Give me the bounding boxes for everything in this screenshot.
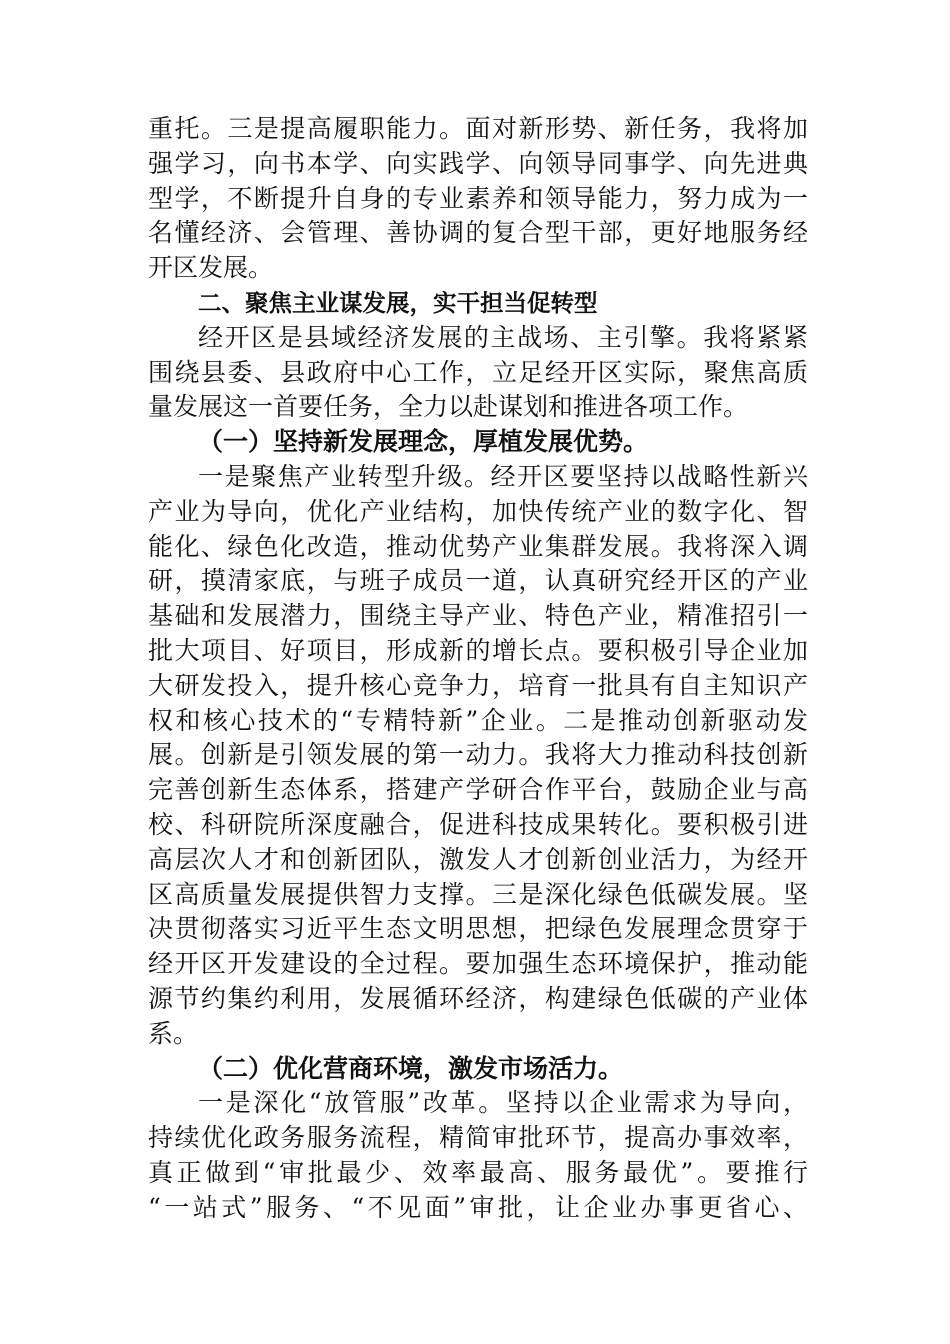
text-line: 展。创新是引领发展的第一动力。我将大力推动科技创新 [148,740,808,770]
text-line: 高层次人才和创新团队，激发人才创新创业活力，为经开 [148,844,808,874]
text-line: 名懂经济、会管理、善协调的复合型干部，更好地服务经 [148,218,808,248]
text-line: 强学习，向书本学、向实践学、向领导同事学、向先进典 [148,148,808,178]
paragraph-continuation [148,112,808,286]
subsection-heading-2: （二）优化营商环境，激发市场活力。 [198,1053,624,1083]
text-line: 完善创新生态体系，搭建产学研合作平台，鼓励企业与高 [148,775,808,805]
text-line: 量发展这一首要任务，全力以赴谋划和推进各项工作。 [148,392,749,422]
text-line: 经开区是县域经济发展的主战场、主引擎。我将紧紧 [198,322,808,352]
text-line: 系。 [148,1018,199,1048]
text-line: 批大项目、好项目，形成新的增长点。要积极引导企业加 [148,635,808,665]
text-line: 区高质量发展提供智力支撑。三是深化绿色低碳发展。坚 [148,879,808,909]
text-line: 大研发投入，提升核心竞争力，培育一批具有自主知识产 [148,670,808,700]
text-line: 校、科研院所深度融合，促进科技成果转化。要积极引进 [148,809,808,839]
text-line: 能化、绿色化改造，推动优势产业集群发展。我将深入调 [148,531,808,561]
text-line: 真正做到“审批最少、效率最高、服务最优”。要推行 [148,1157,808,1187]
text-line: 基础和发展潜力，围绕主导产业、特色产业，精准招引一 [148,601,808,631]
text-line: 一是深化“放管服”改革。坚持以企业需求为导向， [198,1088,808,1118]
text-line: 研，摸清家底，与班子成员一道，认真研究经开区的产业 [148,566,808,596]
text-line: 型学，不断提升自身的专业素养和领导能力，努力成为一 [148,183,808,213]
text-line: 经开区开发建设的全过程。要加强生态环境保护，推动能 [148,949,808,979]
text-line: 源节约集约利用，发展循环经济，构建绿色低碳的产业体 [148,983,808,1013]
paragraph-development [148,460,808,1052]
text-line: 产业为导向，优化产业结构，加快传统产业的数字化、智 [148,496,808,526]
subsection-heading-1: （一）坚持新发展理念，厚植发展优势。 [198,427,649,457]
text-line: 权和核心技术的“专精特新”企业。二是推动创新驱动发 [148,705,808,735]
text-line: 重托。三是提高履职能力。面对新形势、新任务，我将加 [148,114,808,143]
text-line: 决贯彻落实习近平生态文明思想，把绿色发展理念贯穿于 [148,914,808,944]
text-line: 围绕县委、县政府中心工作，立足经开区实际，聚焦高质 [148,357,808,387]
text-line: 持续优化政务服务流程，精简审批环节，提高办事效率， [148,1123,808,1153]
paragraph-business-environment [148,1086,808,1225]
section-heading: 二、聚焦主业谋发展，实干担当促转型 [198,288,598,317]
paragraph-intro [148,321,808,425]
text-line: 一是聚焦产业转型升级。经开区要坚持以战略性新兴 [198,461,808,491]
text-line: “一站式”服务、“不见面”审批，让企业办事更省心、 [148,1192,808,1222]
document-page [148,112,808,1226]
text-line: 开区发展。 [148,253,274,283]
